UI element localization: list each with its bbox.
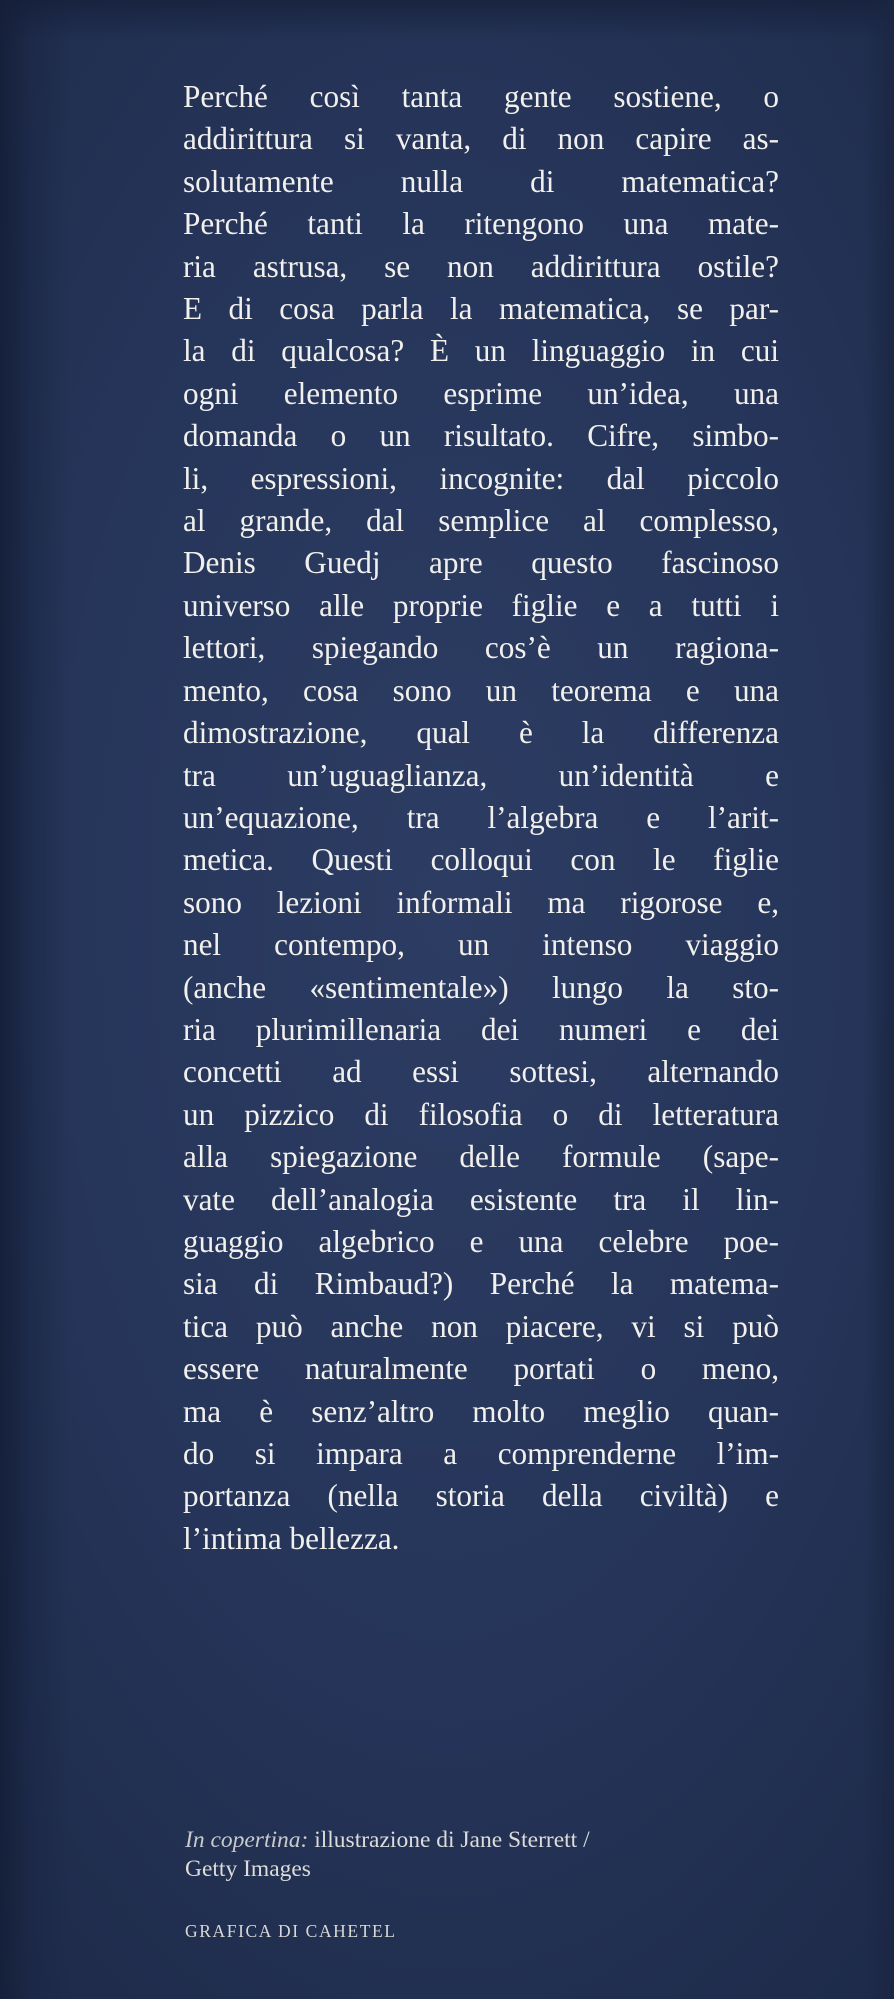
graphic-design-credit: GRAFICA DI CAHETEL xyxy=(185,1921,397,1941)
blurb-line: alla spiegazione delle formule (sape- xyxy=(183,1139,779,1175)
blurb-line: ogni elemento esprime un’idea, una xyxy=(183,375,779,411)
top-edge-shadow xyxy=(0,0,894,40)
blurb-line: un pizzico di filosofia o di letteratura xyxy=(183,1096,779,1132)
blurb-line: la di qualcosa? È un linguaggio in cui xyxy=(183,333,779,369)
blurb-line: l’intima bellezza. xyxy=(183,1520,400,1556)
blurb-line: ma è senz’altro molto meglio quan- xyxy=(183,1393,779,1429)
blurb-line: E di cosa parla la matematica, se par- xyxy=(183,291,779,327)
blurb-line: essere naturalmente portati o meno, xyxy=(183,1351,779,1387)
blurb-line: un’equazione, tra l’algebra e l’arit- xyxy=(183,799,779,835)
blurb-line: domanda o un risultato. Cifre, simbo- xyxy=(183,418,779,454)
cover-credit-intro: In copertina: xyxy=(185,1827,309,1853)
spine-fold-shadow xyxy=(0,0,70,1999)
blurb-line: lettori, spiegando cos’è un ragiona- xyxy=(183,630,779,666)
blurb-line: tra un’uguaglianza, un’identità e xyxy=(183,757,779,793)
blurb-line: solutamente nulla di matematica? xyxy=(183,163,779,199)
blurb-line: li, espressioni, incognite: dal piccolo xyxy=(183,460,779,496)
blurb-line: nel contempo, un intenso viaggio xyxy=(183,927,779,963)
blurb-line: sono lezioni informali ma rigorose e, xyxy=(183,884,779,920)
cover-credit-illustrator: illustrazione di Jane Sterrett / xyxy=(308,1827,590,1853)
blurb-line: (anche «sentimentale») lungo la sto- xyxy=(183,969,779,1005)
blurb-line: Perché tanti la ritengono una mate- xyxy=(183,206,779,242)
blurb-line: concetti ad essi sottesi, alternando xyxy=(183,1054,779,1090)
blurb-line: addirittura si vanta, di non capire as- xyxy=(183,121,779,157)
blurb-line: ria plurimillenaria dei numeri e dei xyxy=(183,1011,779,1047)
blurb-line: portanza (nella storia della civiltà) e xyxy=(183,1478,779,1514)
blurb-line: universo alle proprie figlie e a tutti i xyxy=(183,587,779,623)
right-edge-shadow xyxy=(864,0,894,1999)
blurb-line: ria astrusa, se non addirittura ostile? xyxy=(183,248,779,284)
cover-credit-agency: Getty Images xyxy=(185,1856,311,1882)
blurb-line: Denis Guedj apre questo fascinoso xyxy=(183,545,779,581)
blurb-line: metica. Questi colloqui con le figlie xyxy=(183,842,779,878)
cover-illustration-credit xyxy=(185,1826,785,1884)
back-cover-blurb xyxy=(183,76,779,1560)
blurb-line: dimostrazione, qual è la differenza xyxy=(183,715,779,751)
blurb-line: Perché così tanta gente sostiene, o xyxy=(183,79,779,114)
blurb-line: tica può anche non piacere, vi si può xyxy=(183,1308,779,1344)
blurb-line: sia di Rimbaud?) Perché la matema- xyxy=(183,1266,779,1302)
blurb-line: guaggio algebrico e una celebre poe- xyxy=(183,1223,779,1259)
blurb-line: al grande, dal semplice al complesso, xyxy=(183,503,779,539)
blurb-line: do si impara a comprenderne l’im- xyxy=(183,1436,779,1471)
blurb-line: vate dell’analogia esistente tra il lin- xyxy=(183,1181,779,1217)
blurb-line: mento, cosa sono un teorema e una xyxy=(183,672,779,708)
